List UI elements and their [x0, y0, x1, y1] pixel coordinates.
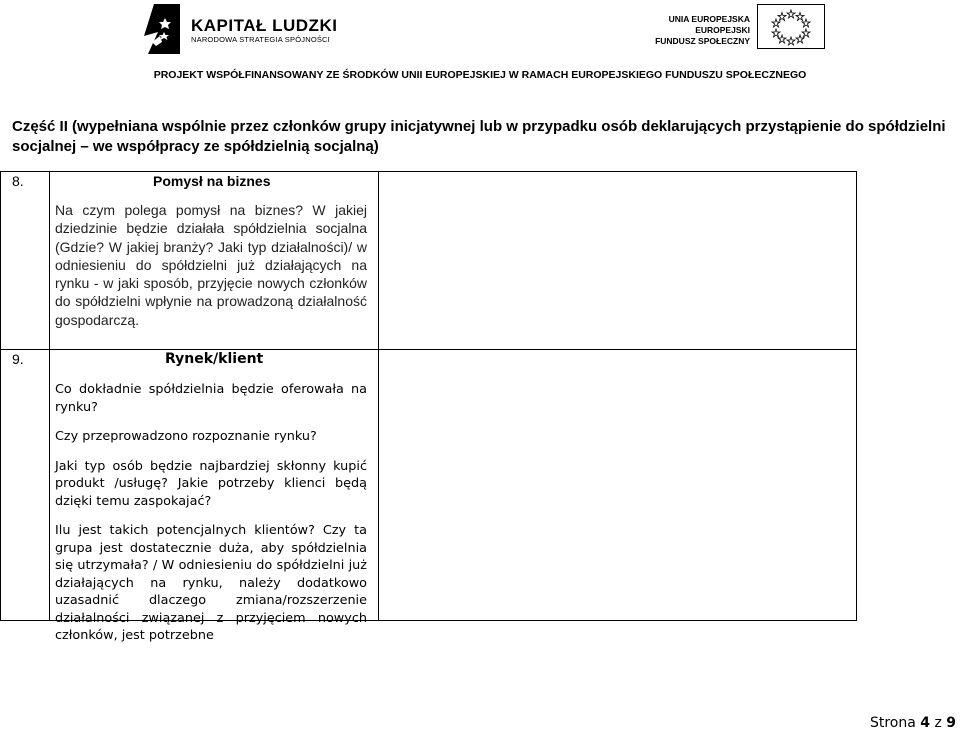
- page-current: 4: [920, 715, 930, 731]
- section-9-number: 9.: [12, 351, 24, 367]
- eu-logo-text: [655, 14, 750, 47]
- section-8-paragraph: Na czym polega pomysł na biznes? W jakiej dziedzinie będzie działała spółdzielnia socjalna (Gdzie? W jakiej branży? Jaki typ działalności)/ w odniesieniu do spółdzielni już działających na rynku - w jaki sposób, przyjęcie nowych członków do spółdzielni wpłynie na prowadzoną działalność gospodarczą.: [55, 202, 367, 328]
- page-label: Strona: [869, 715, 916, 731]
- part-heading: Część II (wypełniana wspólnie przez członków grupy inicjatywnej lub w przypadku osób deklarujących przystąpienie do spółdzielni socjalnej – we współpracy ze spółdzielnią socjalną): [12, 118, 946, 155]
- eu-flag-icon: [757, 4, 825, 49]
- eu-line-3: FUNDUSZ SPOŁECZNY: [655, 36, 750, 46]
- section-9-description: [55, 381, 367, 645]
- section-9-paragraph: Ilu jest takich potencjalnych klientów? Czy ta grupa jest dostatecznie duża, aby spółdzielnia się utrzymała? / W odniesieniu do spółdzielni już działających na rynku, należy dodatkowo uzasadnić dlaczego zmiana/rozszerzenie działalności związanej z przyjęciem nowych członków, jest potrzebne: [55, 523, 367, 643]
- table-divider: [49, 172, 50, 620]
- section-9-answer-cell[interactable]: [378, 350, 856, 620]
- section-9-paragraph: Jaki typ osób będzie najbardziej skłonny kupić produkt /usługę? Jakie potrzeby klienci będą dzięki temu zaspokajać?: [55, 458, 367, 509]
- section-8-description: [55, 201, 367, 329]
- section-8-title: Pomysł na biznes: [153, 173, 271, 189]
- kapital-ludzki-emblem: [140, 2, 186, 60]
- section-9-title: Rynek/klient: [165, 351, 264, 367]
- page-of: z: [934, 715, 942, 731]
- eu-line-2: EUROPEJSKI: [695, 25, 750, 35]
- section-8-answer-cell[interactable]: [378, 172, 856, 348]
- project-cofinancing-line: PROJEKT WSPÓŁFINANSOWANY ZE ŚRODKÓW UNII EUROPEJSKIEJ W RAMACH EUROPEJSKIEGO FUNDUSZU SPOŁECZNEGO: [153, 69, 807, 81]
- section-9-paragraph: Czy przeprowadzono rozpoznanie rynku?: [55, 429, 317, 444]
- page-number: [870, 715, 956, 731]
- section-8-number: 8.: [12, 173, 24, 189]
- eu-line-1: UNIA EUROPEJSKA: [668, 14, 750, 24]
- kapital-ludzki-subtitle: NARODOWA STRATEGIA SPÓJNOŚCI: [191, 35, 330, 44]
- kapital-ludzki-title: KAPITAŁ LUDZKI: [191, 16, 338, 35]
- page-total: 9: [946, 715, 956, 731]
- section-9-paragraph: Co dokładnie spółdzielnia będzie oferowała na rynku?: [55, 382, 367, 415]
